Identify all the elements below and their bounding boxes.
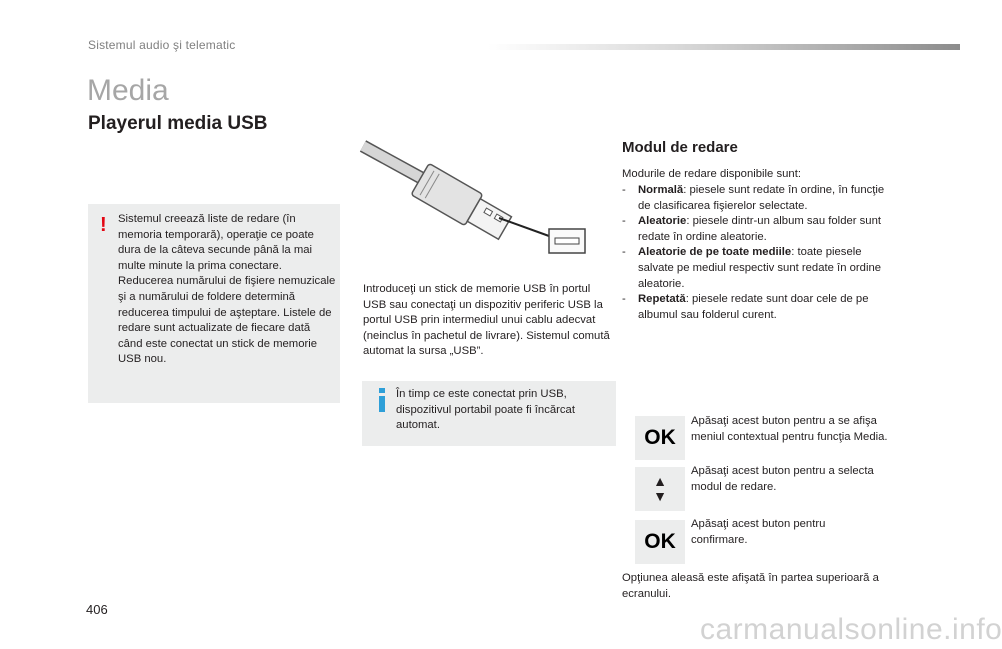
page-title: Media xyxy=(87,74,169,107)
mode-description: : piesele sunt redate în ordine, în funcţie de clasificarea fişierelor selectate. xyxy=(638,184,885,212)
intro-paragraph: Introduceţi un stick de memorie USB în portul USB sau conectaţi un dispozitiv periferic USB la portul USB prin intermediul unui cablu adecvat (neinclus în pachetul de livrare). Sistemul comută automat la sursa „USB”. xyxy=(363,283,610,358)
watermark: carmanualsonline.info xyxy=(700,613,1002,646)
mode-description: : piesele dintr-un album sau folder sunt redate în ordine aleatorie. xyxy=(638,215,882,243)
warning-text: Sistemul creează liste de redare (în memoria temporară), operaţie ce poate dura de la câteva secunde până la mai multe minute la prima conectare. Reducerea numărului de fişiere nemuzicale şi a numărului de foldere determină reducerea timpului de aşteptare. Listele de redare sunt actualizate de fiecare dată când este conectat un stick de memorie USB nou. xyxy=(118,213,336,366)
ok-button-description: Apăsaţi acest buton pentru a se afişa meniul contextual pentru funcţia Media. xyxy=(691,415,888,443)
running-header: Sistemul audio şi telematic xyxy=(88,38,236,52)
playback-mode-list xyxy=(622,183,892,323)
up-down-arrows-button[interactable] xyxy=(635,467,685,511)
warning-box xyxy=(88,204,340,403)
info-text: În timp ce este conectat prin USB, dispozitivul portabil poate fi încărcat automat. xyxy=(396,388,575,432)
arrow-up-icon: ▲ xyxy=(653,473,667,489)
ok-button[interactable]: OK xyxy=(635,416,685,460)
arrows-button-description: Apăsaţi acest buton pentru a selecta modul de redare. xyxy=(691,465,874,493)
mode-term: Aleatorie xyxy=(638,215,687,228)
ok-confirm-description: Apăsaţi acest buton pentru confirmare. xyxy=(691,518,826,546)
mode-description: : piesele redate sunt doar cele de pe albumul sau folderul curent. xyxy=(638,293,869,321)
mode-description: : toate piesele salvate pe mediul respectiv sunt redate în ordine aleatorie. xyxy=(638,246,882,290)
footnote: Opţiunea aleasă este afişată în partea superioară a ecranului. xyxy=(622,572,879,600)
mode-term: Normală xyxy=(638,184,684,196)
list-item: - Normală: piesele sunt redate în ordine, în funcţie de clasificarea fişierelor selectate. xyxy=(622,184,885,212)
list-item: - Aleatorie de pe toate mediile: toate piesele salvate pe mediul respectiv sunt redate în ordine aleatorie. xyxy=(622,246,882,290)
section-heading: Playerul media USB xyxy=(88,113,268,134)
arrow-down-icon: ▼ xyxy=(653,488,667,504)
mode-term: Aleatorie de pe toate mediile xyxy=(638,246,792,259)
info-icon xyxy=(372,386,394,414)
header-bar xyxy=(488,44,960,50)
usb-stick-illustration xyxy=(363,140,591,270)
mode-term: Repetată xyxy=(638,293,686,306)
page-number: 406 xyxy=(86,602,108,617)
playback-mode-intro: Modurile de redare disponibile sunt: xyxy=(622,168,801,180)
playback-mode-heading: Modul de redare xyxy=(622,139,738,156)
exclamation-icon: ! xyxy=(100,214,107,236)
ok-confirm-button[interactable]: OK xyxy=(635,520,685,564)
list-item: - Repetată: piesele redate sunt doar cele de pe albumul sau folderul curent. xyxy=(622,293,869,321)
list-item: - Aleatorie: piesele dintr-un album sau folder sunt redate în ordine aleatorie. xyxy=(622,215,882,243)
info-box xyxy=(362,381,616,446)
